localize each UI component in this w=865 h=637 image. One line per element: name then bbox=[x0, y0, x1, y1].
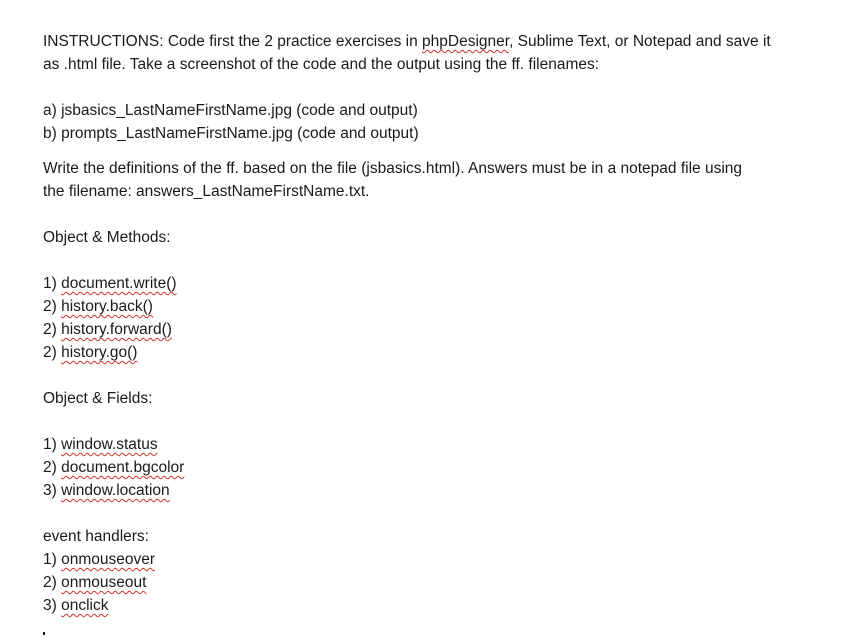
list-item bbox=[43, 594, 833, 617]
list-item bbox=[43, 318, 833, 341]
item-number: 2) bbox=[43, 298, 62, 315]
filename-item-a: a) jsbasics_LastNameFirstName.jpg (code and output) bbox=[43, 102, 418, 119]
instructions-line-1 bbox=[43, 30, 833, 53]
field-window-location: window.location bbox=[61, 482, 170, 499]
item-number: 2) bbox=[43, 574, 62, 591]
list-item bbox=[43, 571, 833, 594]
instructions-text: INSTRUCTIONS: Code first the 2 practice exercises in bbox=[43, 33, 423, 50]
events-heading: event handlers: bbox=[43, 528, 149, 545]
filename-item-b: b) prompts_LastNameFirstName.jpg (code and output) bbox=[43, 125, 419, 142]
list-item bbox=[43, 295, 833, 318]
list-item bbox=[43, 272, 833, 295]
instructions-text-end: , Sublime Text, or Notepad and save it bbox=[509, 33, 771, 50]
item-number: 1) bbox=[43, 436, 62, 453]
event-onclick: onclick bbox=[61, 597, 109, 614]
item-number: 2) bbox=[43, 459, 62, 476]
definitions-line-2: the filename: answers_LastNameFirstName.txt. bbox=[43, 183, 370, 200]
document-body bbox=[43, 30, 833, 617]
item-number: 1) bbox=[43, 551, 62, 568]
fields-heading: Object & Fields: bbox=[43, 390, 153, 407]
text-cursor-mark bbox=[43, 632, 45, 635]
item-number: 3) bbox=[43, 482, 62, 499]
definitions-line-1: Write the definitions of the ff. based on the file (jsbasics.html). Answers must be in a notepad file using bbox=[43, 160, 743, 177]
list-item bbox=[43, 456, 833, 479]
item-number: 2) bbox=[43, 321, 62, 338]
item-number: 1) bbox=[43, 275, 62, 292]
event-onmouseout: onmouseout bbox=[61, 574, 147, 591]
list-item bbox=[43, 479, 833, 502]
field-window-status: window.status bbox=[61, 436, 158, 453]
item-number: 3) bbox=[43, 597, 62, 614]
method-history-forward: history.forward() bbox=[61, 321, 172, 338]
item-number: 2) bbox=[43, 344, 62, 361]
list-item bbox=[43, 341, 833, 364]
method-history-go: history.go() bbox=[61, 344, 138, 361]
methods-heading: Object & Methods: bbox=[43, 229, 171, 246]
list-item bbox=[43, 433, 833, 456]
method-history-back: history.back() bbox=[61, 298, 153, 315]
instructions-line-2: as .html file. Take a screenshot of the code and the output using the ff. filenames: bbox=[43, 56, 600, 73]
spellcheck-word-phpdesigner: phpDesigner bbox=[422, 33, 510, 50]
event-onmouseover: onmouseover bbox=[61, 551, 156, 568]
method-document-write: document.write() bbox=[61, 275, 177, 292]
field-document-bgcolor: document.bgcolor bbox=[61, 459, 185, 476]
list-item bbox=[43, 548, 833, 571]
